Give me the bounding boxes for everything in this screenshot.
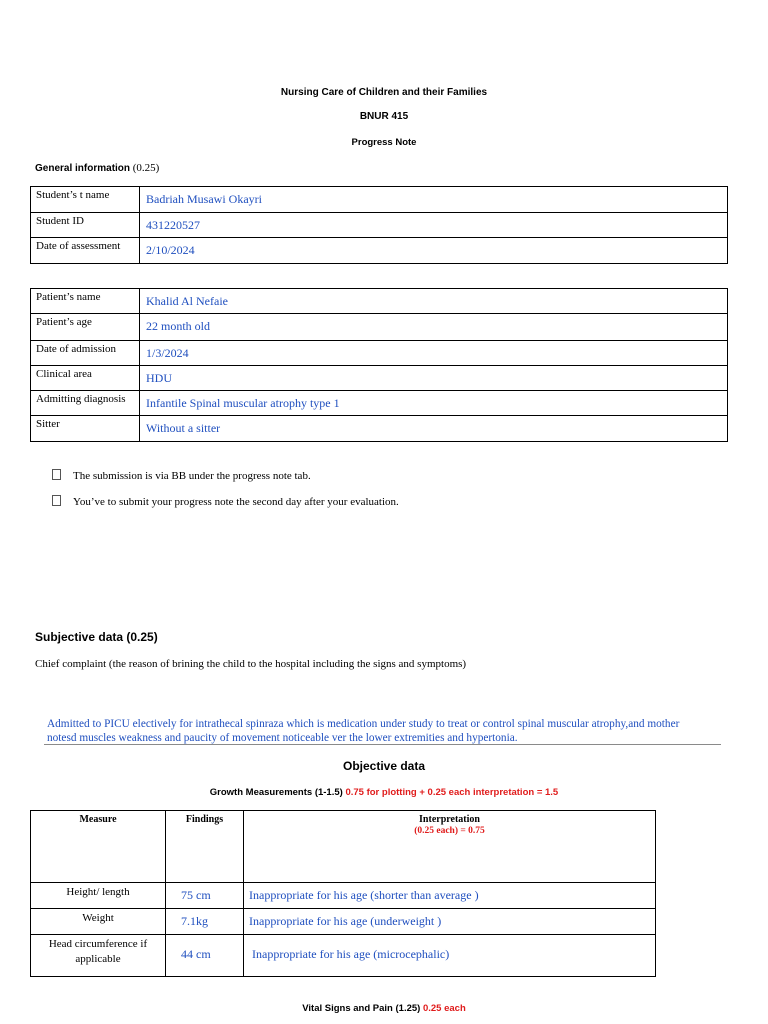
growth-points: 0.75 for plotting + 0.25 each interpretation = 1.5 — [345, 787, 559, 798]
table-row — [31, 187, 728, 213]
student-name-value: Badriah Musawi Okayri — [140, 187, 728, 213]
chief-complaint-line-1: Admitted to PICU electively for intrathecal spinraza which is medication under study to treat or control spinal muscular atrophy,and mother — [47, 718, 680, 730]
finding-cell: 44 cm — [166, 935, 244, 977]
course-code: BNUR 415 — [359, 111, 409, 122]
general-info-heading — [35, 162, 159, 174]
checkbox-glyph-icon — [52, 469, 61, 480]
growth-measurements-heading — [0, 787, 768, 798]
divider — [44, 744, 721, 745]
patient-age-label: Patient’s age — [31, 314, 140, 341]
table-row — [31, 213, 728, 238]
table-row — [31, 314, 728, 341]
vitals-title: Vital Signs and Pain (1.25) — [302, 1003, 421, 1014]
interpretation-cell: Inappropriate for his age (microcephalic) — [244, 935, 656, 977]
admitting-diagnosis-value: Infantile Spinal muscular atrophy type 1 — [140, 391, 728, 416]
patient-age-value: 22 month old — [140, 314, 728, 341]
general-info-label: General information — [35, 163, 131, 174]
table-row — [31, 366, 728, 391]
admission-date-label: Date of admission — [31, 341, 140, 366]
finding-cell: 75 cm — [166, 883, 244, 909]
chief-complaint-label: Chief complaint (the reason of brining the child to the hospital including the signs and symptoms) — [35, 658, 467, 670]
patient-name-value: Khalid Al Nefaie — [140, 289, 728, 314]
vitals-points: 0.25 each — [422, 1003, 466, 1014]
table-row — [31, 238, 728, 264]
interpretation-column-header — [244, 811, 656, 883]
table-row — [31, 416, 728, 442]
interpretation-points: (0.25 each) = 0.75 — [414, 826, 485, 836]
assessment-date-value: 2/10/2024 — [140, 238, 728, 264]
subjective-heading: Subjective data (0.25) — [35, 630, 158, 644]
table-row — [31, 935, 656, 977]
table-row — [31, 909, 656, 935]
vital-signs-heading — [0, 1003, 768, 1014]
sitter-value: Without a sitter — [140, 416, 728, 442]
objective-heading: Objective data — [342, 759, 426, 773]
clinical-area-value: HDU — [140, 366, 728, 391]
list-item — [52, 495, 399, 508]
student-info-table — [30, 186, 728, 264]
finding-cell: 7.1kg — [166, 909, 244, 935]
patient-name-label: Patient’s name — [31, 289, 140, 314]
chief-complaint-line-2: notesd muscles weakness and paucity of movement noticeable ver the lower extremities and hypertonia. — [47, 732, 518, 744]
measure-cell: Weight — [31, 909, 166, 935]
admission-date-value: 1/3/2024 — [140, 341, 728, 366]
general-info-points: (0.25) — [132, 162, 160, 174]
student-id-value: 431220527 — [140, 213, 728, 238]
clinical-area-label: Clinical area — [31, 366, 140, 391]
table-row — [31, 341, 728, 366]
student-id-label: Student ID — [31, 213, 140, 238]
checkbox-glyph-icon — [52, 495, 61, 506]
course-title: Nursing Care of Children and their Families — [280, 87, 488, 98]
interpretation-title: Interpretation — [419, 814, 480, 825]
student-name-label: Student’s t name — [31, 187, 140, 213]
list-item — [52, 469, 311, 482]
table-row — [31, 811, 656, 883]
growth-table — [30, 810, 656, 977]
measure-cell: Head circumference if applicable — [31, 935, 166, 977]
assessment-date-label: Date of assessment — [31, 238, 140, 264]
interpretation-cell: Inappropriate for his age (shorter than average ) — [244, 883, 656, 909]
sitter-label: Sitter — [31, 416, 140, 442]
findings-column-header: Findings — [166, 811, 244, 883]
interpretation-cell: Inappropriate for his age (underweight ) — [244, 909, 656, 935]
note-text: You’ve to submit your progress note the second day after your evaluation. — [73, 496, 399, 508]
growth-title: Growth Measurements (1-1.5) — [209, 787, 343, 798]
table-row — [31, 289, 728, 314]
measure-column-header: Measure — [31, 811, 166, 883]
table-row — [31, 391, 728, 416]
measure-cell: Height/ length — [31, 883, 166, 909]
table-row — [31, 883, 656, 909]
patient-info-table — [30, 288, 728, 442]
admitting-diagnosis-label: Admitting diagnosis — [31, 391, 140, 416]
note-text: The submission is via BB under the progress note tab. — [73, 470, 311, 482]
document-title: Progress Note — [351, 137, 417, 148]
